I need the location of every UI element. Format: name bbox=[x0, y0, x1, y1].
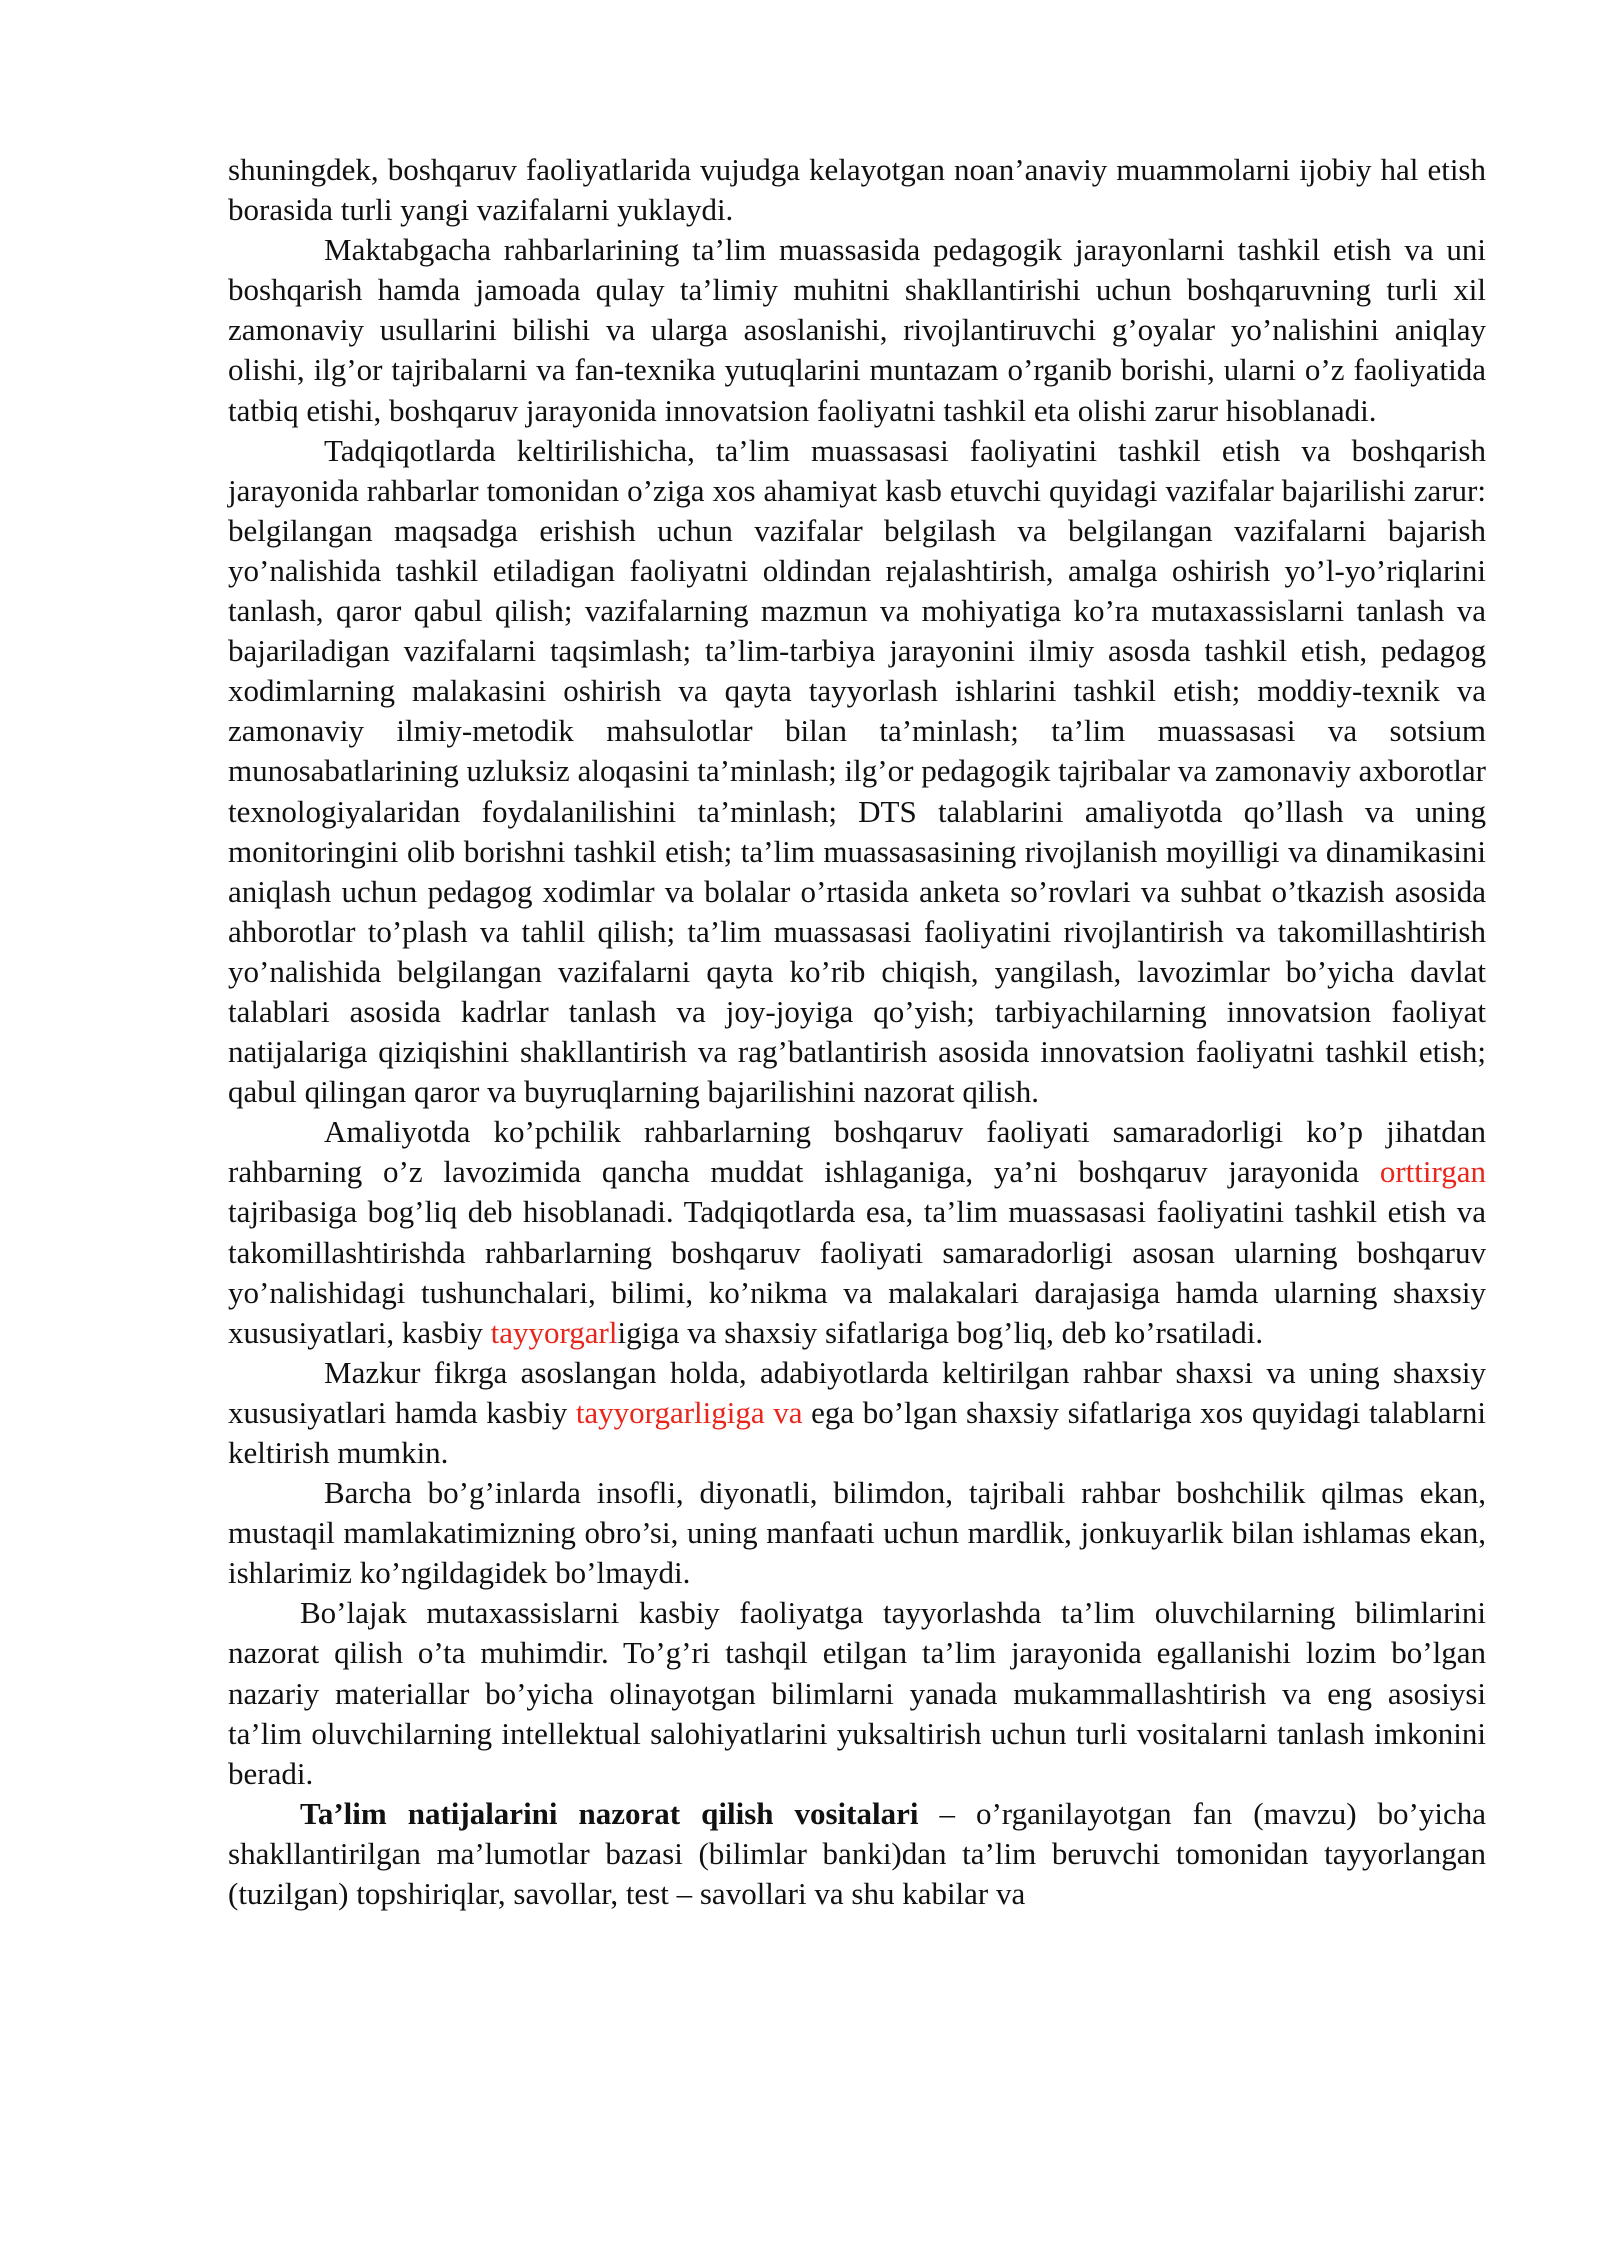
paragraph-8 bbox=[228, 1794, 1486, 1914]
paragraph-4 bbox=[228, 1112, 1486, 1353]
paragraph-4-text-a: Amaliyotda ko’pchilik rahbarlarning boshqaruv faoliyati samaradorligi ko’p jihatdan rahbarning o’z lavozimida qancha muddat ishlaganiga, ya’ni boshqaruv jarayonida bbox=[228, 1114, 1486, 1190]
paragraph-8-text: – o’rganilayotgan fan (mavzu) bo’yicha shakllantirilgan ma’lumotlar bazasi (bilimlar banki)dan ta’lim beruvchi tomonidan tayyorlangan (tuzilgan) topshiriqlar, savollar, test – savollari va shu kabilar va bbox=[228, 1795, 1486, 1912]
document-page bbox=[228, 150, 1486, 1914]
paragraph-5-text-b: ega bo’lgan shaxsiy sifatlariga xos quyidagi talablarni keltirish mumkin. bbox=[228, 1394, 1486, 1470]
highlighted-phrase: tayyorgarligiga va bbox=[575, 1394, 803, 1430]
bold-term: Ta’lim natijalarini nazorat qilish vositalari bbox=[300, 1795, 919, 1831]
paragraph-5 bbox=[228, 1353, 1486, 1473]
paragraph-3: Tadqiqotlarda keltirilishicha, ta’lim muassasasi faoliyatini tashkil etish va boshqarish jarayonida rahbarlar tomonidan o’ziga xos ahamiyat kasb etuvchi quyidagi vazifalar bajarilishi zarur: belgilangan maqsadga erishish uchun vazifalar belgilash va belgilangan vazifalarni bajarish yo’nalishida tashkil etiladigan faoliyatni oldindan rejalashtirish, amalga oshirish yo’l-yo’riqlarini tanlash, qaror qabul qilish; vazifalarning mazmun va mohiyatiga ko’ra mutaxassislarni tanlash va bajariladigan vazifalarni taqsimlash; ta’lim-tarbiya jarayonini ilmiy asosda tashkil etish, pedagog xodimlarning malakasini oshirish va qayta tayyorlash ishlarini tashkil etish; moddiy-texnik va zamonaviy ilmiy-metodik mahsulotlar bilan ta’minlash; ta’lim muassasasi va sotsium munosabatlarining uzluksiz aloqasini ta’minlash; ilg’or pedagogik tajribalar va zamonaviy axborotlar texnologiyalaridan foydalanilishini ta’minlash; DTS talablarini amaliyotda qo’llash va uning monitoringini olib borishni tashkil etish; ta’lim muassasasining rivojlanish moyilligi va dinamikasini aniqlash uchun pedagog xodimlar va bolalar o’rtasida anketa so’rovlari va suhbat o’tkazish asosida ahborotlar to’plash va tahlil qilish; ta’lim muassasasi faoliyatini rivojlantirish va takomillashtirish yo’nalishida belgilangan vazifalarni qayta ko’rib chiqish, yangilash, lavozimlar bo’yicha davlat talablari asosida kadrlar tanlash va joy-joyiga qo’yish; tarbiyachilarning innovatsion faoliyat natijalariga qiziqishini shakllantirish va rag’batlantirish asosida innovatsion faoliyatni tashkil etish; qabul qilingan qaror va buyruqlarning bajarilishini nazorat qilish. bbox=[228, 432, 1486, 1110]
paragraph-5-text-a: Mazkur fikrga asoslangan holda, adabiyotlarda keltirilgan rahbar shaxsi va uning shaxsiy xususiyatlari hamda kasbiy bbox=[228, 1354, 1486, 1430]
paragraph-1: shuningdek, boshqaruv faoliyatlarida vujudga kelayotgan noan’anaviy muammolarni ijobiy hal etish borasida turli yangi vazifalarni yuklaydi. bbox=[228, 152, 1486, 228]
paragraph-4-text-b: tajribasiga bog’liq deb hisoblanadi. Tadqiqotlarda esa, ta’lim muassasasi faoliyatini tashkil etish va takomillashtirishda rahbarlarning boshqaruv faoliyati samaradorligi asosan ularning boshqaruv yo’nalishidagi tushunchalari, bilimi, ko’nikma va malakalari darajasiga hamda ularning shaxsiy xususiyatlari, kasbiy bbox=[228, 1194, 1486, 1350]
highlighted-word: orttirgan bbox=[1379, 1154, 1486, 1190]
paragraph-6: Barcha bo’g’inlarda insofli, diyonatli, bilimdon, tajribali rahbar boshchilik qilmas ekan, mustaqil mamlakatimizning obro’si, uning manfaati uchun mardlik, jonkuyarlik bilan ishlamas ekan, ishlarimiz ko’ngildagidek bo’lmaydi. bbox=[228, 1475, 1486, 1591]
paragraph-2: Maktabgacha rahbarlarining ta’lim muassasida pedagogik jarayonlarni tashkil etish va uni boshqarish hamda jamoada qulay ta’limiy muhitni shakllantirishi uchun boshqaruvning turli xil zamonaviy usullarini bilishi va ularga asoslanishi, rivojlantiruvchi g’oyalar yo’nalishini aniqlay olishi, ilg’or tajribalarni va fan-texnika yutuqlarini muntazam o’rganib borishi, ularni o’z faoliyatida tatbiq etishi, boshqaruv jarayonida innovatsion faoliyatni tashkil eta olishi zarur hisoblanadi. bbox=[228, 232, 1486, 428]
paragraph-7: Bo’lajak mutaxassislarni kasbiy faoliyatga tayyorlashda ta’lim oluvchilarning bilimlarini nazorat qilish o’ta muhimdir. To’g’ri tashqil etilgan ta’lim jarayonida egallanishi lozim bo’lgan nazariy materiallar bo’yicha olinayotgan bilimlarni yanada mukammallashtirish va eng asosiysi ta’lim oluvchilarning intellektual salohiyatlarini yuksaltirish uchun turli vositalarni tanlash imkonini beradi. bbox=[228, 1595, 1486, 1791]
highlighted-word: tayyorgarl bbox=[490, 1314, 618, 1350]
paragraph-4-text-c: igiga va shaxsiy sifatlariga bog’liq, deb ko’rsatiladi. bbox=[617, 1314, 1264, 1350]
